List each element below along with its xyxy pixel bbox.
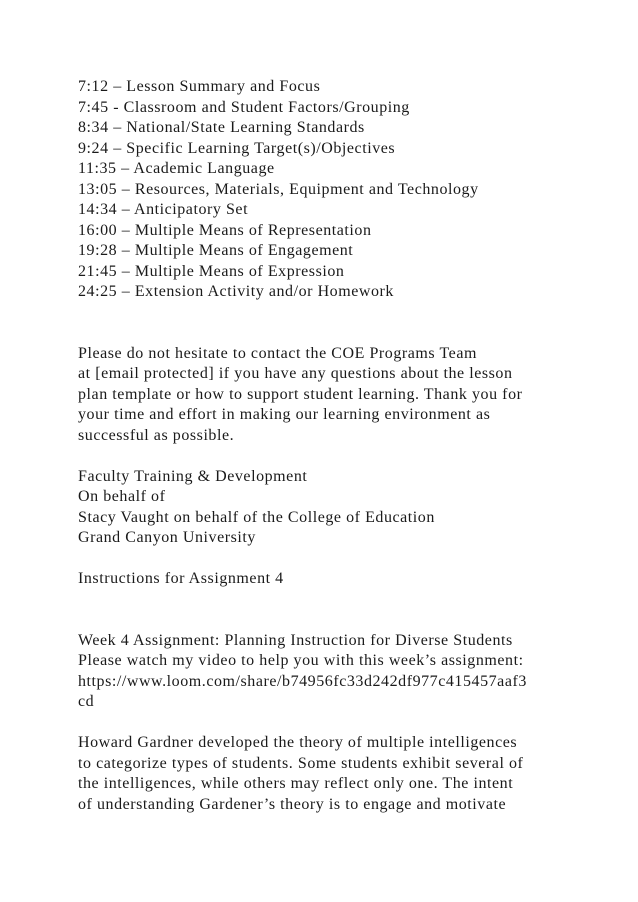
spacer	[78, 323, 608, 344]
video-link-continued[interactable]: cd	[78, 693, 95, 710]
gardner-paragraph	[78, 733, 608, 815]
schedule-item: 14:34 – Anticipatory Set	[78, 201, 249, 218]
spacer	[78, 590, 608, 611]
schedule-item: 9:24 – Specific Learning Target(s)/Objectives	[78, 139, 396, 157]
paragraph-line: the intelligences, while others may reflect only one. The intent	[78, 775, 514, 792]
paragraph-line: Please do not hesitate to contact the COE Programs Team	[78, 344, 477, 362]
signature-line: On behalf of	[78, 488, 166, 505]
assignment-block	[78, 631, 608, 713]
spacer	[78, 713, 608, 734]
schedule-item: 7:45 - Classroom and Student Factors/Grouping	[78, 98, 410, 116]
schedule-item: 21:45 – Multiple Means of Expression	[78, 262, 345, 280]
instructions-heading: Instructions for Assignment 4	[78, 570, 284, 587]
signature-line: Faculty Training & Development	[78, 467, 308, 485]
schedule-list	[78, 77, 608, 303]
spacer	[78, 610, 608, 631]
schedule-item: 11:35 – Academic Language	[78, 160, 275, 177]
contact-paragraph	[78, 344, 608, 447]
spacer	[78, 446, 608, 467]
paragraph-line: at [email protected] if you have any questions about the lesson	[78, 365, 513, 382]
schedule-item: 8:34 – National/State Learning Standards	[78, 119, 365, 136]
spacer	[78, 549, 608, 570]
paragraph-line: your time and effort in making our learning environment as	[78, 406, 491, 423]
spacer	[78, 303, 608, 324]
schedule-item: 24:25 – Extension Activity and/or Homework	[78, 283, 394, 300]
paragraph-line: Please watch my video to help you with this week’s assignment:	[78, 652, 524, 669]
paragraph-line: Howard Gardner developed the theory of multiple intelligences	[78, 734, 518, 751]
assignment-title: Week 4 Assignment: Planning Instruction for Diverse Students	[78, 631, 513, 649]
paragraph-line: plan template or how to support student learning. Thank you for	[78, 385, 523, 403]
video-link[interactable]: https://www.loom.com/share/b74956fc33d242df977c415457aaf3	[78, 672, 527, 690]
document-body	[78, 77, 608, 815]
schedule-item: 13:05 – Resources, Materials, Equipment and Technology	[78, 180, 479, 198]
schedule-item: 7:12 – Lesson Summary and Focus	[78, 78, 321, 95]
signature-line: Grand Canyon University	[78, 529, 256, 546]
paragraph-line: successful as possible.	[78, 426, 235, 444]
schedule-item: 19:28 – Multiple Means of Engagement	[78, 242, 354, 259]
schedule-item: 16:00 – Multiple Means of Representation	[78, 221, 372, 239]
paragraph-line: to categorize types of students. Some students exhibit several of	[78, 754, 524, 772]
paragraph-line: of understanding Gardener’s theory is to engage and motivate	[78, 795, 507, 813]
signature-line: Stacy Vaught on behalf of the College of Education	[78, 508, 435, 526]
signature-block	[78, 467, 608, 549]
